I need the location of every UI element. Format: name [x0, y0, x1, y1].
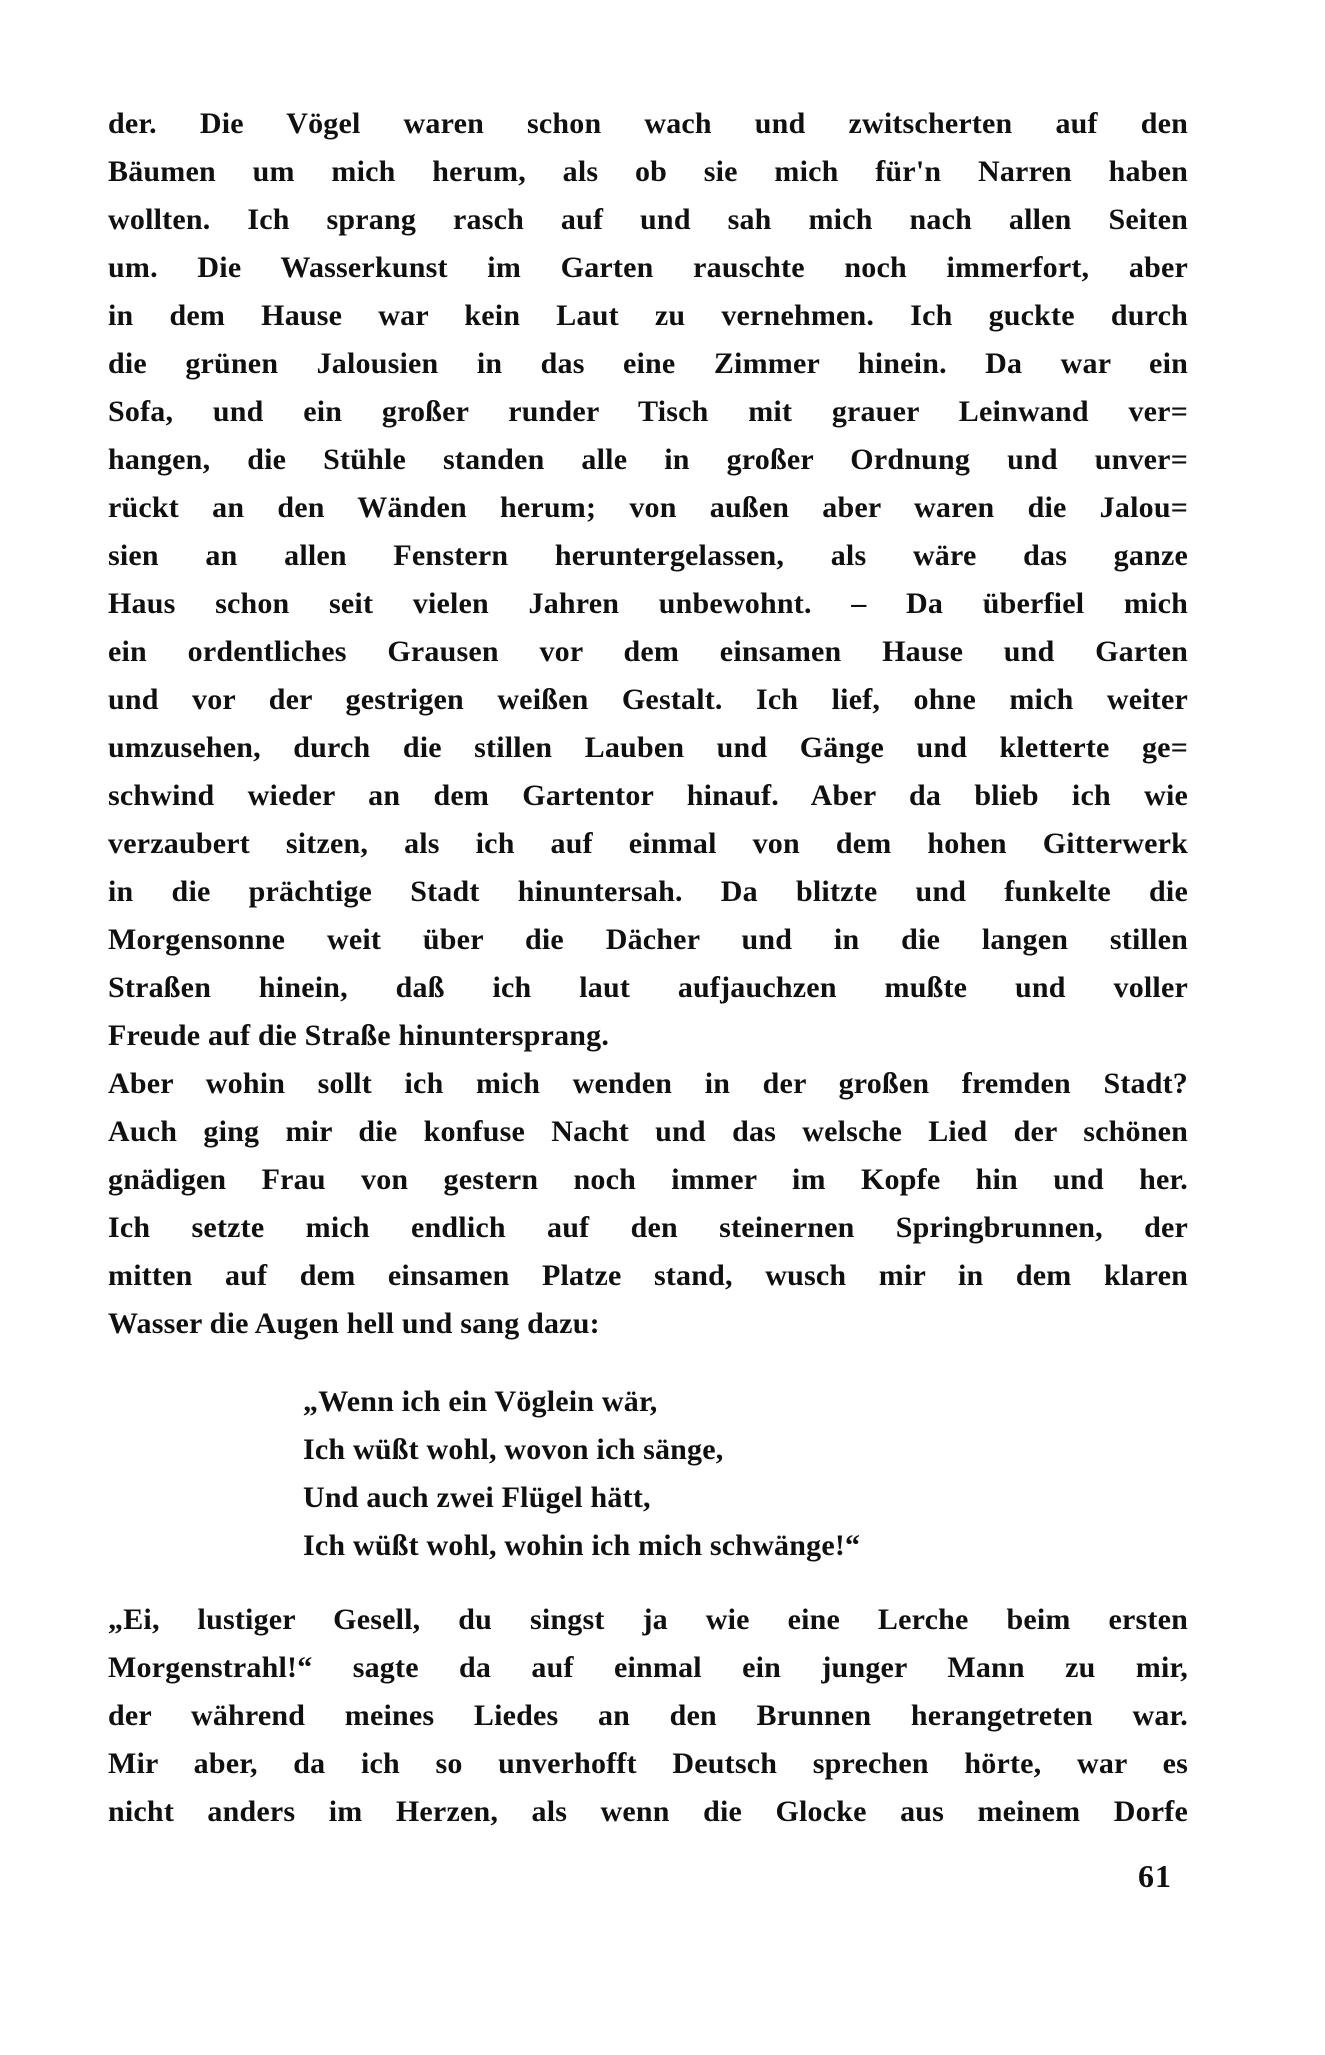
text-line: die grünen Jalousien in das eine Zimmer hinein. Da war ein: [108, 347, 1188, 380]
text-line: Ich wüßt wohl, wovon ich sänge,: [303, 1433, 724, 1466]
text-line: ein ordentliches Grausen vor dem einsamen Hause und Garten: [108, 635, 1188, 668]
text-line: Straßen hinein, daß ich laut aufjauchzen mußte und voller: [108, 971, 1188, 1004]
text-line: Bäumen um mich herum, als ob sie mich für'n Narren haben: [108, 155, 1188, 188]
text-line: Mir aber, da ich so unverhofft Deutsch sprechen hörte, war es: [108, 1747, 1188, 1780]
text-line: schwind wieder an dem Gartentor hinauf. Aber da blieb ich wie: [108, 779, 1188, 812]
text-line: in dem Hause war kein Laut zu vernehmen. Ich guckte durch: [108, 299, 1188, 332]
text-line: umzusehen, durch die stillen Lauben und Gänge und kletterte ge=: [108, 731, 1188, 764]
text-line: sien an allen Fenstern heruntergelassen, als wäre das ganze: [108, 539, 1188, 572]
text-line: nicht anders im Herzen, als wenn die Glocke aus meinem Dorfe: [108, 1795, 1188, 1828]
text-line: Auch ging mir die konfuse Nacht und das welsche Lied der schönen: [108, 1115, 1188, 1148]
text-line: Und auch zwei Flügel hätt,: [303, 1481, 651, 1514]
text-line: hangen, die Stühle standen alle in großer Ordnung und unver=: [108, 443, 1188, 476]
text-line: Sofa, und ein großer runder Tisch mit grauer Leinwand ver=: [108, 395, 1188, 428]
text-line: der. Die Vögel waren schon wach und zwitscherten auf den: [108, 107, 1188, 140]
text-line: Haus schon seit vielen Jahren unbewohnt. – Da überfiel mich: [108, 587, 1188, 620]
text-line: Wasser die Augen hell und sang dazu:: [108, 1307, 600, 1340]
poem-stanza: [303, 1378, 1188, 1570]
text-line: in die prächtige Stadt hinuntersah. Da blitzte und funkelte die: [108, 875, 1188, 908]
text-line: Aber wohin sollt ich mich wenden in der großen fremden Stadt?: [108, 1067, 1188, 1100]
text-line: Ich wüßt wohl, wohin ich mich schwänge!“: [303, 1529, 861, 1562]
paragraph-2: [108, 1060, 1188, 1348]
page-number: 61: [1138, 1858, 1172, 1894]
text-block: [108, 100, 1188, 1836]
paragraph-3: [108, 1596, 1188, 1836]
text-line: „Ei, lustiger Gesell, du singst ja wie eine Lerche beim ersten: [108, 1603, 1188, 1636]
text-line: Freude auf die Straße hinuntersprang.: [108, 1019, 610, 1052]
text-line: rückt an den Wänden herum; von außen aber waren die Jalou=: [108, 491, 1188, 524]
text-line: mitten auf dem einsamen Platze stand, wusch mir in dem klaren: [108, 1259, 1188, 1292]
text-line: um. Die Wasserkunst im Garten rauschte noch immerfort, aber: [108, 251, 1188, 284]
paragraph-1: [108, 100, 1188, 1060]
text-line: Ich setzte mich endlich auf den steinernen Springbrunnen, der: [108, 1211, 1188, 1244]
text-line: der während meines Liedes an den Brunnen herangetreten war.: [108, 1699, 1188, 1732]
text-line: wollten. Ich sprang rasch auf und sah mich nach allen Seiten: [108, 203, 1188, 236]
text-line: Morgensonne weit über die Dächer und in die langen stillen: [108, 923, 1188, 956]
text-line: „Wenn ich ein Vöglein wär,: [303, 1385, 658, 1418]
text-line: und vor der gestrigen weißen Gestalt. Ich lief, ohne mich weiter: [108, 683, 1188, 716]
text-line: verzaubert sitzen, als ich auf einmal von dem hohen Gitterwerk: [108, 827, 1188, 860]
text-line: gnädigen Frau von gestern noch immer im Kopfe hin und her.: [108, 1163, 1188, 1196]
text-line: Morgenstrahl!“ sagte da auf einmal ein junger Mann zu mir,: [108, 1651, 1188, 1684]
